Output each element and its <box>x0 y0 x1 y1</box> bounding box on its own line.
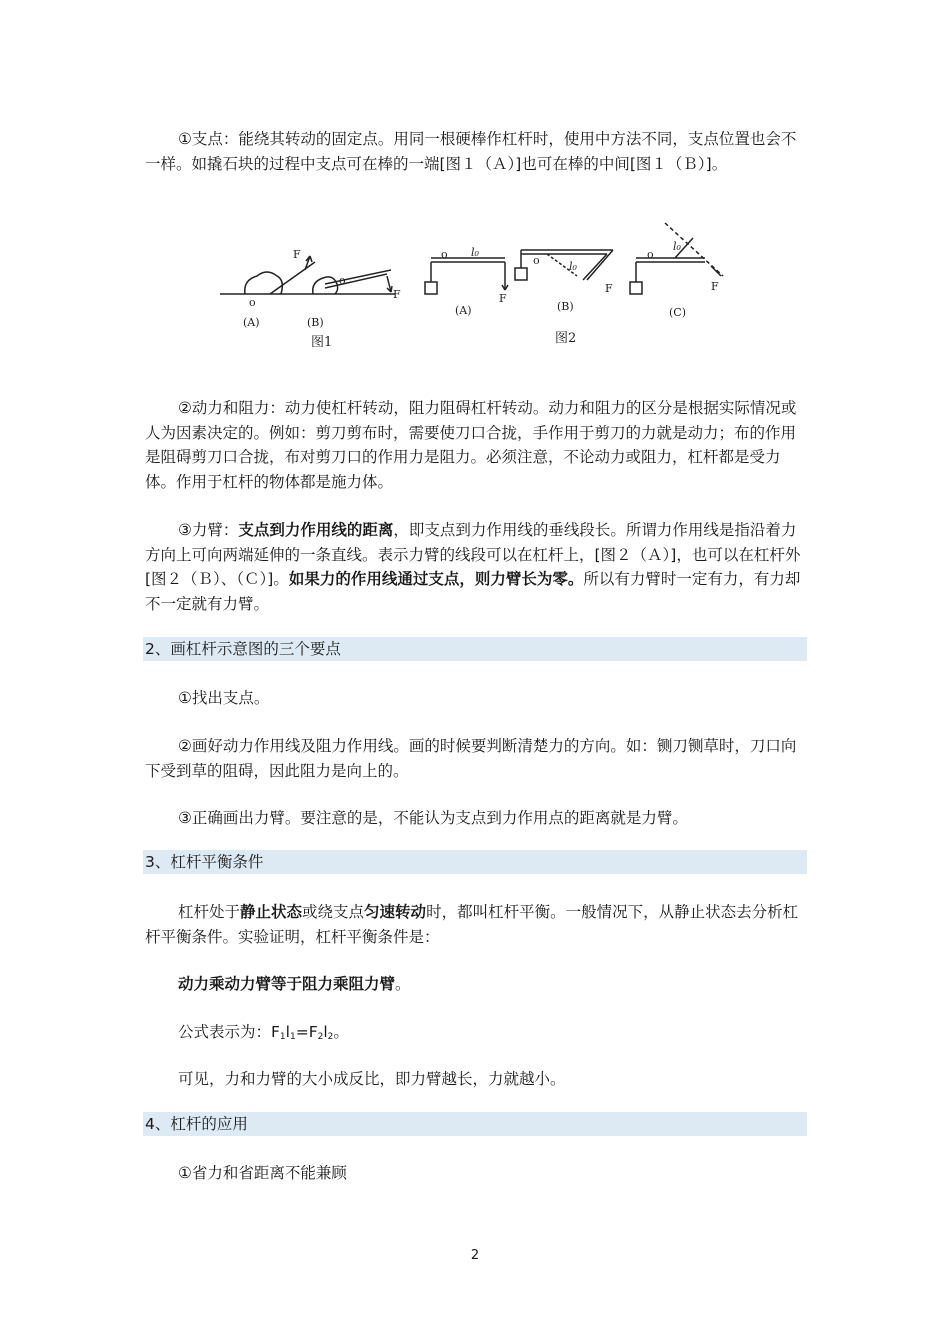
force-label: F <box>499 292 507 305</box>
list-item: ①省力和省距离不能兼顾 <box>178 1164 347 1182</box>
section-heading: 3、杠杆平衡条件 <box>143 850 807 874</box>
paragraph-text: 所以有力臂时一定有力，有力却不一定就有力臂。 <box>145 570 801 613</box>
paragraph-balance <box>145 900 810 949</box>
fig1-label-a: (A) <box>243 316 260 329</box>
formula-text: l <box>323 1023 328 1041</box>
section-heading: 4、杠杆的应用 <box>143 1112 807 1136</box>
force-label: F <box>605 282 613 295</box>
fig2-label-a: (A) <box>455 304 472 317</box>
paragraph-text: ②动力和阻力：动力使杠杆转动，阻力阻碍杠杆转动。动力和阻力的区分是根据实际情况或人为因素决定的。例如：剪刀剪布时，需要使刀口合拢，手作用于剪刀的力就是动力；布的作用是阻碍剪刀口合拢，布对剪刀口的作用力是阻力。必须注意，不论动力或阻力，杠杆都是受力体。作用于杠杆的物体都是施力体。 <box>145 399 797 491</box>
fig2-caption: 图2 <box>555 331 577 346</box>
fulcrum-label: o <box>647 248 654 261</box>
formula-text: l <box>285 1023 290 1041</box>
force-label: F <box>293 248 301 261</box>
paragraph-inverse: 可见，力和力臂的大小成反比，即力臂越长，力就越小。 <box>178 1070 566 1088</box>
formula <box>178 1020 810 1050</box>
lever-a <box>270 262 315 294</box>
fulcrum-label: o <box>441 248 448 261</box>
rock-a <box>245 272 283 294</box>
list-item <box>145 734 810 783</box>
paragraph-text: ②画好动力作用线及阻力作用线。画的时候要判断清楚力的方向。如：铡刀铡草时，刀口向下受到草的阻碍，因此阻力是向上的。 <box>145 737 797 780</box>
subscript: 2 <box>327 1032 334 1042</box>
paragraph-fulcrum <box>145 127 810 176</box>
bold-text: 匀速转动 <box>364 903 427 921</box>
subscript: 1 <box>289 1032 296 1042</box>
balance-rule <box>178 972 810 997</box>
list-item: ①找出支点。 <box>178 689 270 707</box>
fig2-label-c: (C) <box>669 306 686 319</box>
bold-text: 如果力的作用线通过支点，则力臂长为零。 <box>288 570 584 588</box>
bold-text: 动力乘动力臂等于阻力乘阻力臂 <box>178 975 396 993</box>
fig2-label-b: (B) <box>557 300 574 313</box>
fig1-label-b: (B) <box>307 316 324 329</box>
paragraph-text: 或绕支点 <box>302 903 365 921</box>
paragraph-text: 时，都叫杠杆平衡。一般情况下，从静止状态去分析杠杆平衡条件。实验证明，杠杆平衡条件是： <box>145 903 799 946</box>
arm-label: l₀ <box>569 260 577 273</box>
page-number: 2 <box>470 1248 480 1263</box>
paragraph-text: ，即支点到力作用线的垂线段长。所谓力作用线是指沿着力方向上可向两端延伸的一条直线。表示力臂的线段可以在杠杆上，[图２（Ａ）]，也可以在杠杆外[图２（Ｂ）、（Ｃ）]。 <box>145 521 801 588</box>
formula-text: 。 <box>333 1023 349 1041</box>
paragraph-forces <box>145 396 810 494</box>
fulcrum-label: o <box>533 254 540 267</box>
bold-text: 静止状态 <box>240 903 303 921</box>
subscript: 1 <box>279 1032 286 1042</box>
paragraph-text: 杠杆处于 <box>178 903 241 921</box>
paragraph-arm <box>145 518 810 616</box>
weight-c <box>630 282 642 294</box>
arm-label: l₀ <box>673 240 681 253</box>
paragraph-text: ③力臂： <box>178 521 239 539</box>
fulcrum-label: o <box>249 296 256 309</box>
lever-figures <box>215 218 735 358</box>
paragraph-text: ①支点：能绕其转动的固定点。用同一根硬棒作杠杆时，使用中方法不同，支点位置也会不一样。如撬石块的过程中支点可在棒的一端[图１（Ａ）]也可在棒的中间[图１（Ｂ）]。 <box>145 130 797 173</box>
lever-b <box>325 274 387 288</box>
formula-text: 公式表示为：F <box>178 1023 280 1041</box>
arm-label: l₀ <box>471 246 479 259</box>
list-item: ③正确画出力臂。要注意的是，不能认为支点到力作用点的距离就是力臂。 <box>178 809 688 827</box>
bold-text: 支点到力作用线的距离 <box>238 521 394 539</box>
weight-a <box>425 282 437 294</box>
weight-b <box>515 268 527 280</box>
fulcrum-label: o <box>339 274 346 287</box>
force-label: F <box>393 288 401 301</box>
paragraph-text: 。 <box>395 975 411 993</box>
formula-text: =F <box>295 1023 318 1041</box>
force-label: F <box>711 280 719 293</box>
subscript: 2 <box>317 1032 324 1042</box>
fig1-caption: 图1 <box>311 335 333 350</box>
section-heading: 2、画杠杆示意图的三个要点 <box>143 637 807 661</box>
